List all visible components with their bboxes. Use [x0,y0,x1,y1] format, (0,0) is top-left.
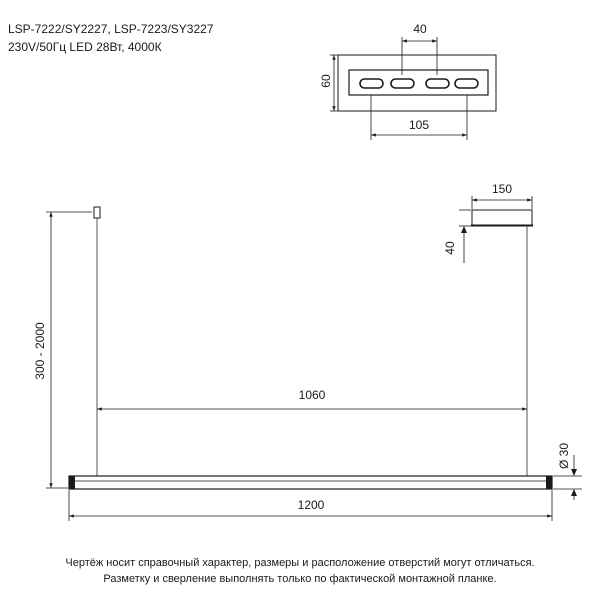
end-cap-left [69,476,75,489]
dim-length: 1200 [297,498,325,512]
cable-gripper [94,207,100,218]
mounting-hole [455,79,478,88]
pendant-lamp [33,182,582,521]
dim-suspension: 300 - 2000 [33,322,47,380]
mounting-hole [360,79,383,88]
dim-canopy-width: 150 [491,182,513,196]
dim-hole-spacing: 40 [413,22,427,36]
mounting-hole [426,79,449,88]
ceiling-canopy [472,210,532,225]
dim-cable-spacing: 1060 [298,388,326,402]
dim-diameter: Ø 30 [557,442,571,470]
end-cap-right [546,476,552,489]
lamp-body [69,476,552,489]
model-numbers: LSP-7222/SY2227, LSP-7223/SY3227 [8,22,214,36]
disclaimer-line-2: Разметку и сверление выполнять только по фактической монтажной планке. [103,573,497,585]
mounting-plate [319,22,496,140]
mounting-hole [391,79,414,88]
dim-canopy-height: 40 [443,241,457,255]
power-specs: 230V/50Гц LED 28Вт, 4000К [8,40,162,54]
disclaimer-line-1: Чертёж носит справочный характер, размеры и расположение отверстий могут отличаться. [65,557,535,569]
dim-plate-width: 105 [408,118,430,132]
dim-plate-height: 60 [319,74,333,88]
